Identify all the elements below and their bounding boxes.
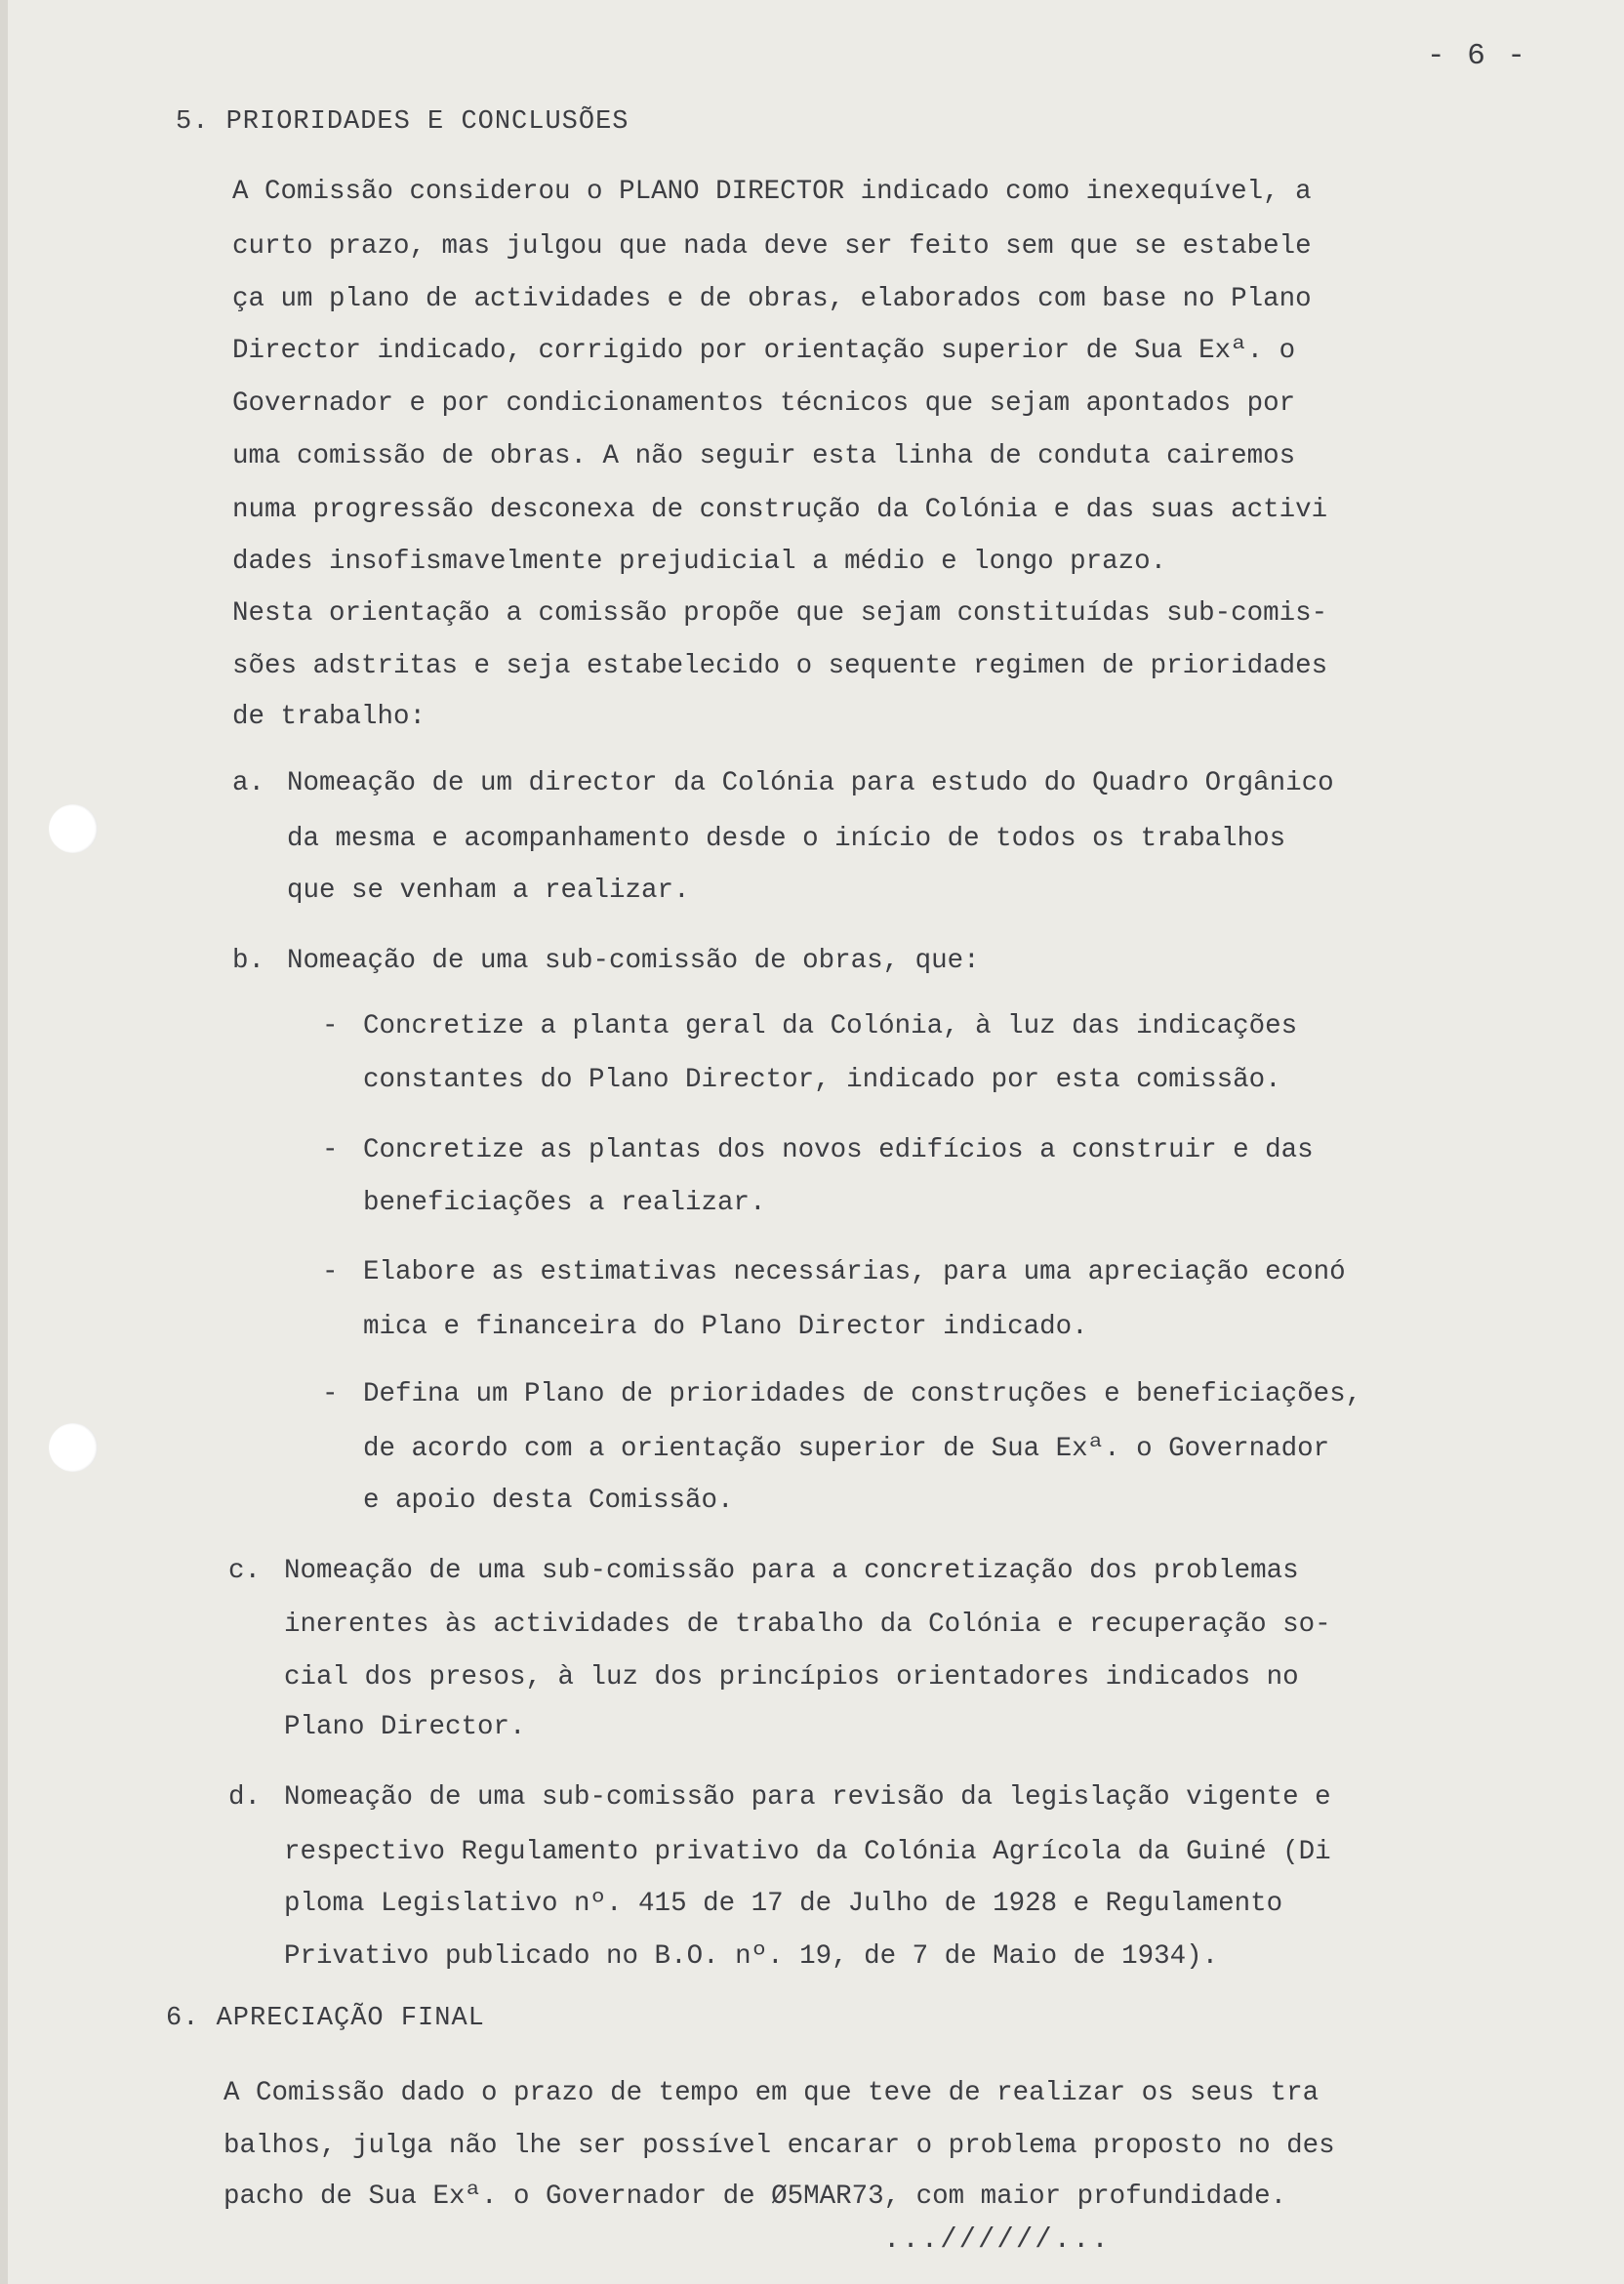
subitem-dash: - bbox=[322, 1379, 339, 1409]
text-line: Governador e por condicionamentos técnicos que sejam apontados por bbox=[232, 388, 1296, 419]
punch-hole-bottom bbox=[49, 1423, 98, 1472]
text-line: constantes do Plano Director, indicado por esta comissão. bbox=[363, 1065, 1281, 1095]
paper-edge bbox=[0, 0, 8, 2284]
text-line: ploma Legislativo nº. 415 de 17 de Julho de 1928 e Regulamento bbox=[284, 1889, 1283, 1919]
item-marker: a. bbox=[232, 768, 265, 798]
subitem-dash: - bbox=[322, 1257, 339, 1287]
section-6-heading: 6. APRECIAÇÃO FINAL bbox=[166, 2004, 485, 2033]
text-line: A Comissão considerou o PLANO DIRECTOR indicado como inexequível, a bbox=[232, 177, 1312, 207]
text-line: A Comissão dado o prazo de tempo em que teve de realizar os seus tra bbox=[223, 2078, 1320, 2108]
text-line: uma comissão de obras. A não seguir esta linha de conduta cairemos bbox=[232, 441, 1296, 471]
section-5-heading: 5. PRIORIDADES E CONCLUSÕES bbox=[176, 107, 629, 137]
text-line: dades insofismavelmente prejudicial a médio e longo prazo. bbox=[232, 547, 1167, 577]
text-line: mica e financeira do Plano Director indicado. bbox=[363, 1312, 1088, 1342]
item-marker: c. bbox=[228, 1556, 262, 1586]
text-line: de trabalho: bbox=[232, 702, 426, 732]
text-line: beneficiações a realizar. bbox=[363, 1188, 766, 1218]
text-line: Nomeação de uma sub-comissão para a concretização dos problemas bbox=[284, 1556, 1299, 1586]
text-line: Nomeação de um director da Colónia para estudo do Quadro Orgânico bbox=[287, 768, 1334, 798]
text-line: cial dos presos, à luz dos princípios orientadores indicados no bbox=[284, 1662, 1299, 1693]
text-line: Director indicado, corrigido por orientação superior de Sua Exª. o bbox=[232, 336, 1296, 366]
item-marker: d. bbox=[228, 1782, 262, 1813]
text-line: Concretize a planta geral da Colónia, à luz das indicações bbox=[363, 1011, 1298, 1041]
punch-hole-top bbox=[49, 804, 98, 853]
text-line: e apoio desta Comissão. bbox=[363, 1486, 734, 1516]
text-line: inerentes às actividades de trabalho da Colónia e recuperação so- bbox=[284, 1610, 1331, 1640]
text-line: respectivo Regulamento privativo da Colónia Agrícola da Guiné (Di bbox=[284, 1837, 1331, 1867]
text-line: balhos, julga não lhe ser possível encarar o problema proposto no des bbox=[223, 2131, 1335, 2161]
text-line: Concretize as plantas dos novos edifícios a construir e das bbox=[363, 1135, 1314, 1165]
text-line: Nesta orientação a comissão propõe que sejam constituídas sub-comis- bbox=[232, 598, 1328, 629]
text-line: Defina um Plano de prioridades de construções e beneficiações, bbox=[363, 1379, 1362, 1409]
text-line: de acordo com a orientação superior de Sua Exª. o Governador bbox=[363, 1434, 1330, 1464]
text-line: que se venham a realizar. bbox=[287, 876, 690, 906]
subitem-dash: - bbox=[322, 1135, 339, 1165]
text-line: Nomeação de uma sub-comissão para revisão da legislação vigente e bbox=[284, 1782, 1331, 1813]
text-line: Nomeação de uma sub-comissão de obras, que: bbox=[287, 946, 980, 976]
text-line: Elabore as estimativas necessárias, para uma apreciação econó bbox=[363, 1257, 1346, 1287]
text-line: numa progressão desconexa de construção da Colónia e das suas activi bbox=[232, 495, 1328, 525]
text-line: da mesma e acompanhamento desde o início de todos os trabalhos bbox=[287, 824, 1286, 854]
item-marker: b. bbox=[232, 946, 265, 976]
text-line: ça um plano de actividades e de obras, elaborados com base no Plano bbox=[232, 284, 1312, 314]
subitem-dash: - bbox=[322, 1011, 339, 1041]
text-line: sões adstritas e seja estabelecido o sequente regimen de prioridades bbox=[232, 651, 1328, 681]
continuation-marker: ...//////... bbox=[883, 2223, 1111, 2256]
text-line: pacho de Sua Exª. o Governador de Ø5MAR73, com maior profundidade. bbox=[223, 2182, 1287, 2212]
page-number: - 6 - bbox=[1427, 39, 1528, 73]
text-line: curto prazo, mas julgou que nada deve ser feito sem que se estabele bbox=[232, 231, 1312, 262]
text-line: Plano Director. bbox=[284, 1712, 526, 1742]
text-line: Privativo publicado no B.O. nº. 19, de 7 de Maio de 1934). bbox=[284, 1941, 1219, 1972]
